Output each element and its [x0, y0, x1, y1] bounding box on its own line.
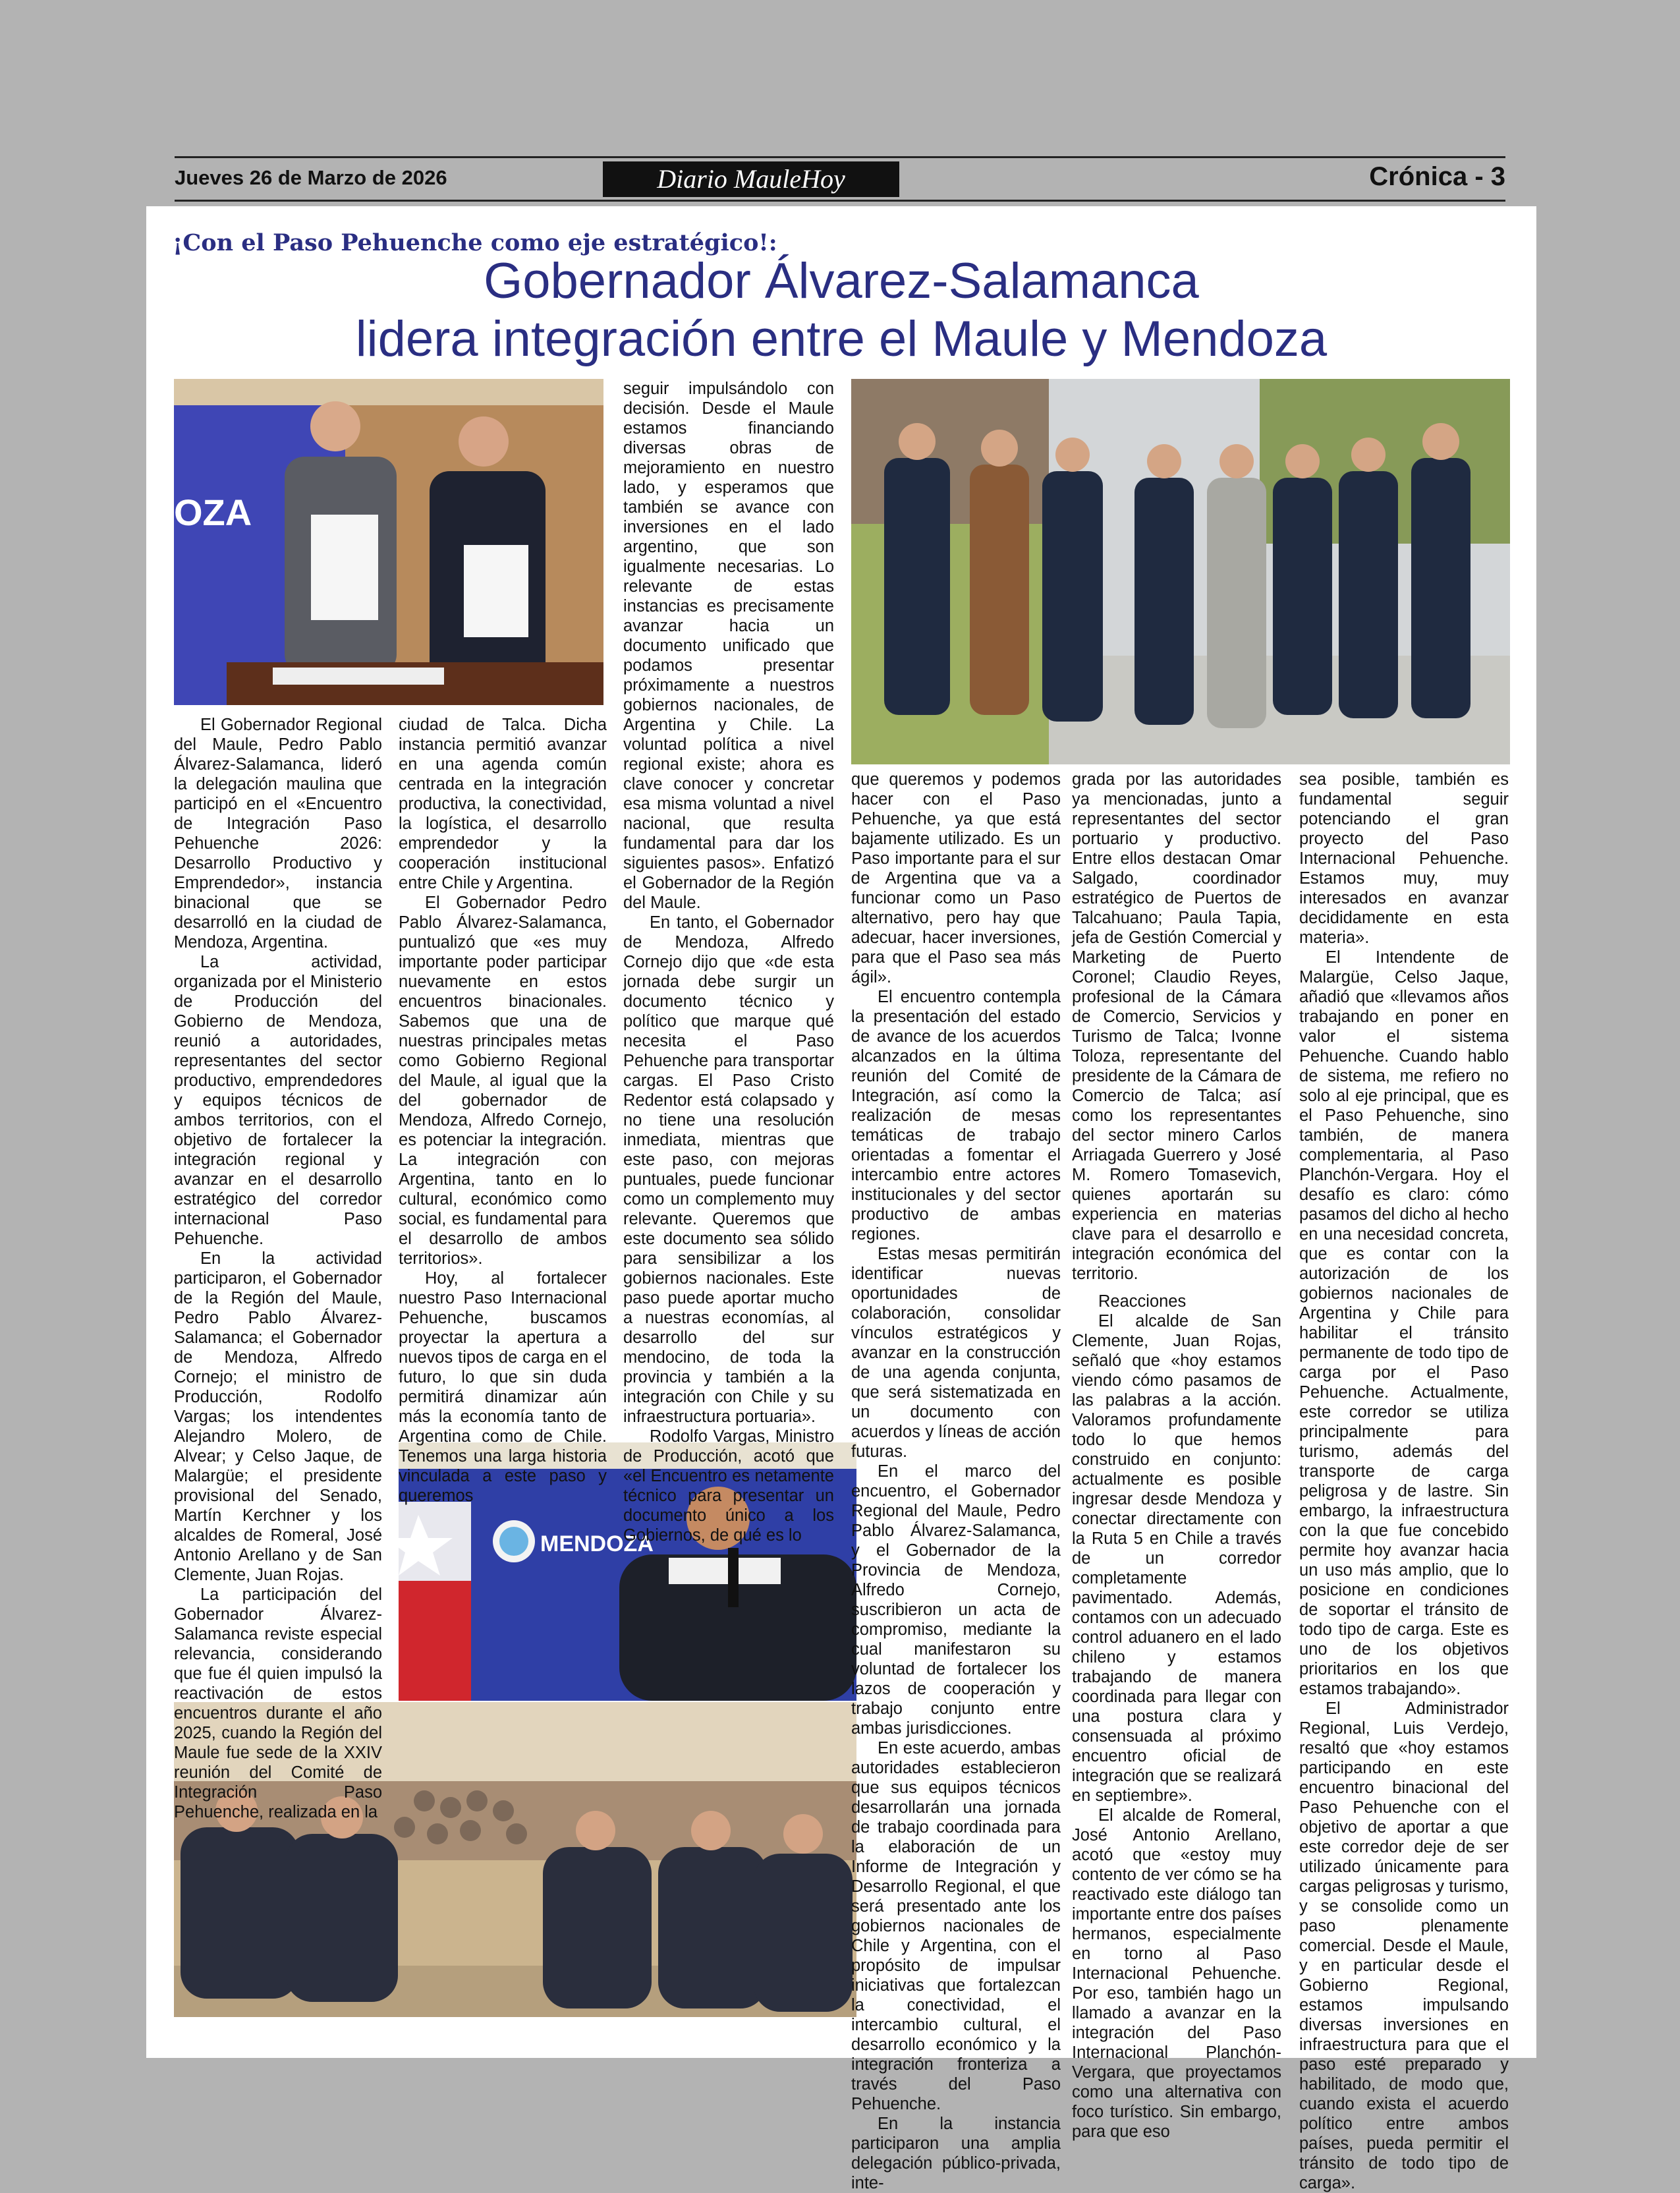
paragraph: que queremos y podemos hacer con el Paso Pehuenche, ya que está bajamente utilizado. Es un Paso importante para el sur de Argentina que va a funcionar como un Paso alternativo, pero hay que adecuar, hacer inversiones, para que el Paso sea más ágil». [851, 770, 1061, 986]
text-column-5 [1072, 770, 1281, 2142]
paragraph: ciudad de Talca. Dicha instancia permitió avanzar en una agenda común centrada en la integración productiva, la conectividad, la logística, el desarrollo emprendedor y la cooperación institucional entre Chile y Argentina. [399, 716, 607, 892]
text-column-2 [399, 715, 607, 1506]
paragraph: seguir impulsándolo con decisión. Desde el Maule estamos financiando diversas obras de mejoramiento en nuestro lado, y esperamos que también se avance con inversiones en el lado argentino, que son igualmente necesarias. Lo relevante de estas instancias es precisamente avanzar hacia un documento unificado que podamos presentar próximamente a nuestros gobiernos nacionales, de Argentina y Chile. La voluntad política a nivel regional existe; ahora es clave conocer y concretar esa misma voluntad a nivel nacional, que resulta fundamental para dar los siguientes pasos». Enfatizó el Gobernador de la Región del Maule. [623, 380, 834, 912]
kicker: ¡Con el Paso Pehuenche como eje estratégico!: [173, 229, 777, 256]
section-label: Crónica - 3 [1369, 162, 1505, 191]
text-column-4 [851, 770, 1061, 2193]
paragraph: En la actividad participaron, el Gobernador de la Región del Maule, Pedro Pablo Álvarez-Salamanca; el Gobernador de Mendoza, Alfredo Cornejo; el ministro de Producción, Rodolfo Vargas; los intendentes Alejandro Molero, de Alvear; y Celso Jaque, de Malargüe; el presidente provisional del Senado, Martín Kerchner y los alcaldes de Romeral, José Antonio Arellano y de San Clemente, Juan Rojas. [174, 1249, 382, 1584]
text-column-6 [1299, 770, 1509, 2193]
photo-group [851, 379, 1510, 764]
paragraph: El encuentro contempla la presentación del estado de avance de los acuerdos alcanzados en la última reunión del Comité de Integración, así como la realización de mesas temáticas de trabajo orientadas a fomentar el intercambio entre actores institucionales y del sector productivo de ambas regiones. [851, 988, 1061, 1243]
photo-signing [174, 379, 603, 705]
header-rule [175, 200, 1505, 202]
masthead: Diario MauleHoy [603, 161, 899, 197]
paragraph: El alcalde de San Clemente, Juan Rojas, señaló que «hoy estamos viendo cómo pasamos de las palabras a la acción. Valoramos profundamente todo lo que hemos construido en conjunto: actualmente es posible ingresar desde Mendoza y conectar directamente con la Ruta 5 en Chile a través de un corredor completamente pavimentado. Además, contamos con un adecuado control aduanero en el lado chileno y estamos trabajando de manera coordinada para llegar con una postura clara y consensuada al próximo encuentro oficial de integración que se realizará en septiembre». [1072, 1312, 1281, 1805]
banner-text: OZA [174, 492, 252, 533]
paragraph: sea posible, también es fundamental seguir potenciando el gran proyecto del Paso Internacional Pehuenche. Estamos muy, muy interesados en avanzar decididamente en esta materia». [1299, 770, 1509, 947]
paragraph: El Gobernador Pedro Pablo Álvarez-Salamanca, puntualizó que «es muy importante poder participar nuevamente en estos encuentros binacionales. Sabemos que una de nuestras principales metas como Gobierno Regional del Maule, al igual que la del gobernador de Mendoza, Alfredo Cornejo, es potenciar la integración. La integración con Argentina, tanto en lo cultural, económico como social, es fundamental para el desarrollo de ambos territorios». [399, 894, 607, 1268]
paragraph: El alcalde de Romeral, José Antonio Arellano, acotó que «estoy muy contento de ver cómo se ha reactivado este diálogo tan importante entre dos países hermanos, especialmente en torno al Paso Internacional Pehuenche. Por eso, también hago un llamado a avanzar en la integración del Paso Internacional Planchón-Vergara, que proyectamos como una alternativa con foco turístico. Sin embargo, para que eso [1072, 1806, 1281, 2141]
headline-line: lidera integración entre el Maule y Mendoza [355, 311, 1328, 367]
paragraph: El Gobernador Regional del Maule, Pedro Pablo Álvarez-Salamanca, lideró la delegación maulina que participó en el «Encuentro de Integración Paso Pehuenche 2026: Desarrollo Productivo y Emprendedor», instancia binacional que se desarrolló en la ciudad de Mendoza, Argentina. [174, 716, 382, 952]
headline-line: Gobernador Álvarez-Salamanca [484, 253, 1199, 309]
header-rule [175, 156, 1505, 158]
text-column-3 [623, 379, 834, 1545]
text-column-1 [174, 715, 382, 1822]
paragraph: Hoy, al fortalecer nuestro Paso Internacional Pehuenche, buscamos proyectar la apertura a nuevos tipos de carga en el futuro, lo que sin duda permitirá dinamizar aún más la economía tanto de Argentina como de Chile. Tenemos una larga historia vinculada a este paso y queremos [399, 1269, 607, 1505]
page-sheet [146, 206, 1536, 2192]
issue-date: Jueves 26 de Marzo de 2026 [175, 166, 447, 189]
paragraph: La participación del Gobernador Álvarez-Salamanca reviste especial relevancia, considerando que fue él quien impulsó la reactivación de estos encuentros durante el año 2025, cuando la Región del Maule fue sede de la XXIV reunión del Comité de Integración Paso Pehuenche, realizada en la [174, 1585, 382, 1821]
paragraph: En el marco del encuentro, el Gobernador Regional del Maule, Pedro Pablo Álvarez-Salamanca, y el Gobernador de la Provincia de Mendoza, Alfredo Cornejo, suscribieron un acta de compromiso, mediante la cual manifestaron su voluntad de fortalecer los lazos de cooperación y trabajo conjunto entre ambas jurisdicciones. [851, 1462, 1061, 1738]
paragraph: La actividad, organizada por el Ministerio de Producción del Gobierno de Mendoza, reunió a autoridades, representantes del sector productivo, emprendedores y equipos técnicos de ambos territorios, con el objetivo de fortalecer la integración regional y avanzar en el desarrollo estratégico del corredor internacional Paso Pehuenche. [174, 953, 382, 1248]
subheading-reacciones: Reacciones [1098, 1292, 1187, 1311]
paragraph: grada por las autoridades ya mencionadas, junto a representantes del sector portuario y productivo. Entre ellos destacan Omar Salgado, coordinador estratégico de Puertos de Talcahuano; Paula Tapia, jefa de Gestión Comercial y Marketing de Puerto Coronel; Claudio Reyes, profesional de la Cámara de Comercio, Servicios y Turismo de Talca; Ivonne Toloza, representante del presidente de la Cámara de Comercio de Talca; así como los representantes del sector minero Carlos Arriagada Guerrero y José M. Romero Tomasevich, quienes aportarán su experiencia en materias clave para el desarrollo e integración económica del territorio. [1072, 770, 1281, 1283]
paragraph: Estas mesas permitirán identificar nuevas oportunidades de colaboración, consolidar vínculos estratégicos y avanzar en la construcción de una agenda conjunta, que será sistematizada en un documento con acuerdos y líneas de acción futuras. [851, 1245, 1061, 1461]
headline [146, 252, 1536, 368]
paragraph: En la instancia participaron una amplia delegación público-privada, inte- [851, 2115, 1061, 2192]
paragraph: El Administrador Regional, Luis Verdejo, resaltó que «hoy estamos participando en este encuentro binacional del Paso Pehuenche con el objetivo de aportar a que este corredor deje de ser utilizado únicamente para cargas peligrosas y turismo, y se consolide como un paso plenamente comercial. Desde el Maule, y en particular desde el Gobierno Regional, estamos impulsando diversas inversiones en infraestructura para que el paso esté preparado y habilitado, de modo que, cuando exista el acuerdo político entre ambos países, pueda permitir el tránsito de todo tipo de carga». [1299, 1699, 1509, 2192]
banner-text: MENDOZA [540, 1531, 654, 1556]
paragraph: Rodolfo Vargas, Ministro de Producción, acotó que «el Encuentro es netamente técnico para presentar un documento único a los Gobiernos, de qué es lo [623, 1427, 834, 1545]
paragraph: En este acuerdo, ambas autoridades establecieron que sus equipos técnicos desarrollarán una jornada de trabajo coordinada para la elaboración de un Informe de Integración y Desarrollo Regional, el que será presentado ante los gobiernos nacionales de Chile y Argentina, con el propósito de impulsar iniciativas que fortalezcan la conectividad, el intercambio cultural, el desarrollo económico y la integración fronteriza a través del Paso Pehuenche. [851, 1739, 1061, 2113]
paragraph: El Intendente de Malargüe, Celso Jaque, añadió que «llevamos años trabajando en poner en valor el sistema Pehuenche. Cuando hablo de sistema, me refiero no solo al eje principal, que es el Paso Pehuenche, sino también, de manera complementaria, al Paso Planchón-Vergara. Hoy el desafío es claro: cómo pasamos del dicho al hecho en una necesidad concreta, que es contar con la autorización de los gobiernos nacionales de Argentina y Chile para habilitar el tránsito permanente de todo tipo de carga por el Paso Pehuenche. Actualmente, este corredor se utiliza principalmente para turismo, además del transporte de carga peligrosa y de lastre. Sin embargo, la infraestructura con la que fue concebido permite hoy avanzar hacia un uso más amplio, que lo posicione en condiciones de soportar el tránsito de todo tipo de carga. Este es uno de los objetivos prioritarios en los que estamos trabajando». [1299, 948, 1509, 1698]
paragraph: En tanto, el Gobernador de Mendoza, Alfredo Cornejo dijo que «de esta jornada debe surgir un documento técnico y político que marque qué necesita el Paso Pehuenche para transportar cargas. El Paso Cristo Redentor está colapsado y no tiene una resolución inmediata, mientras que este paso, con mejoras puntuales, puede funcionar como un complemento muy relevante. Queremos que este documento sea sólido para sensibilizar a los gobiernos nacionales. Este paso puede aportar mucho a nuestras economías, al desarrollo del sur mendocino, de toda la provincia y también a la integración con Chile y su infraestructura portuaria». [623, 913, 834, 1426]
